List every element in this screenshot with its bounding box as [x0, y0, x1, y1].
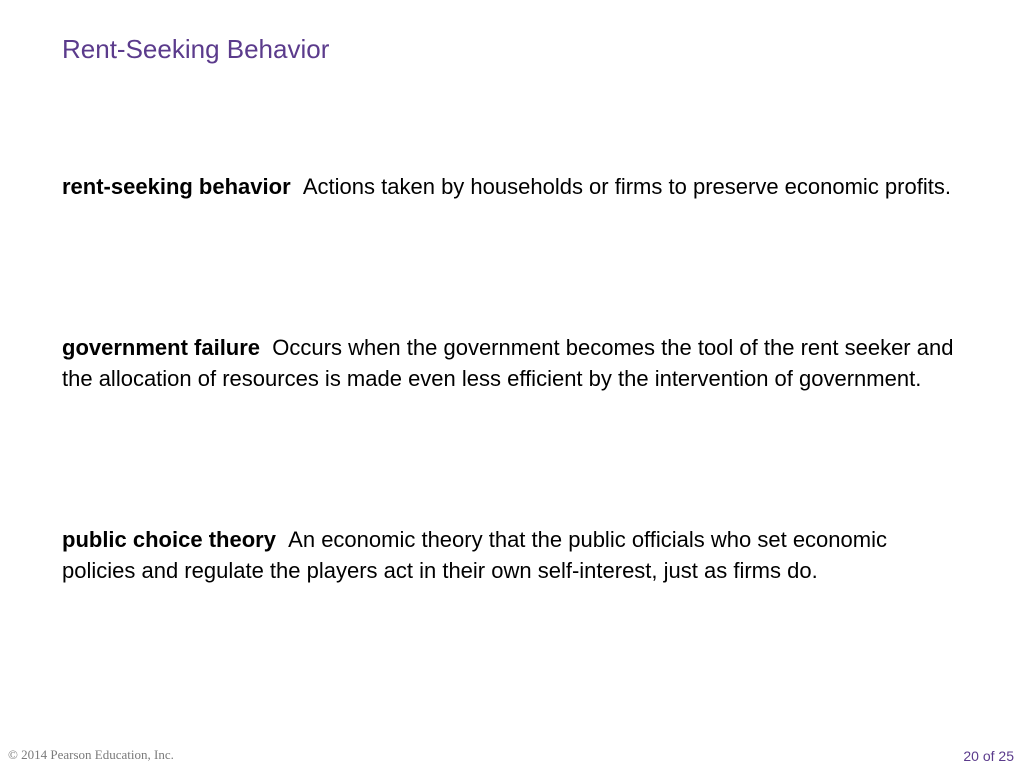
definition-public-choice-theory: [62, 524, 962, 586]
definition-rent-seeking-behavior: [62, 171, 962, 202]
definition-text: Actions taken by households or firms to preserve economic profits.: [302, 174, 951, 199]
definition-text: An economic theory that the public officials who set economic policies and regulate the players act in their own self-interest, just as firms do.: [62, 527, 887, 583]
definition-term: public choice theory: [62, 527, 276, 552]
definition-text: Occurs when the government becomes the tool of the rent seeker and the allocation of resources is made even less efficient by the intervention of government.: [62, 335, 954, 391]
slide-title: Rent-Seeking Behavior: [62, 34, 330, 64]
definition-term: rent-seeking behavior: [62, 174, 291, 199]
definition-government-failure: [62, 332, 962, 394]
copyright-notice: © 2014 Pearson Education, Inc.: [8, 747, 174, 762]
page-number: 20 of 25: [963, 748, 1014, 764]
definition-term: government failure: [62, 335, 261, 360]
